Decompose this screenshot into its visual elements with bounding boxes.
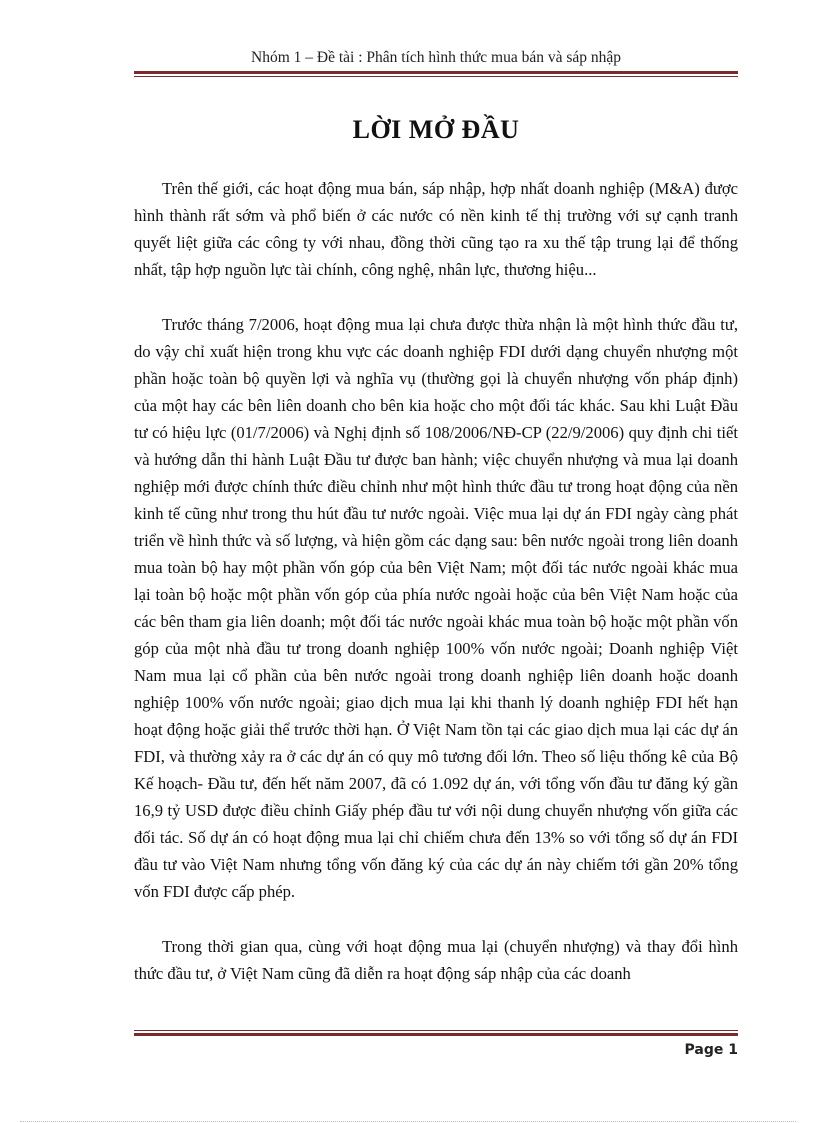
page-title: LỜI MỞ ĐẦU [352, 115, 520, 144]
running-header: Nhóm 1 – Đề tài : Phân tích hình thức mua bán và sáp nhập [251, 49, 621, 66]
page-edge-divider [20, 1121, 796, 1122]
footer-rule-thin [134, 1030, 738, 1031]
paragraph: Trên thế giới, các hoạt động mua bán, sáp nhập, hợp nhất doanh nghiệp (M&A) được hình thành rất sớm và phổ biến ở các nước có nền kinh tế thị trường với sự cạnh tranh quyết liệt giữa các công ty với nhau, đồng thời cũng tạo ra xu thế tập trung lại để thống nhất, tập hợp nguồn lực tài chính, công nghệ, nhân lực, thương hiệu... [134, 179, 738, 279]
footer-rule [134, 1033, 738, 1036]
paragraph: Trong thời gian qua, cùng với hoạt động mua lại (chuyển nhượng) và thay đổi hình thức đầu tư, ở Việt Nam cũng đã diễn ra hoạt động sáp nhập của các doanh [134, 937, 738, 983]
header-rule-thin [134, 76, 738, 77]
document-body [134, 175, 738, 1015]
header-rule [134, 71, 738, 74]
page-number: Page 1 [684, 1042, 738, 1058]
paragraph: Trước tháng 7/2006, hoạt động mua lại chưa được thừa nhận là một hình thức đầu tư, do vậy chỉ xuất hiện trong khu vực các doanh nghiệp FDI dưới dạng chuyển nhượng một phần hoặc toàn bộ quyền lợi và nghĩa vụ (thường gọi là chuyển nhượng vốn pháp định) của một hay các bên liên doanh cho bên kia hoặc cho một đối tác khác. Sau khi Luật Đầu tư có hiệu lực (01/7/2006) và Nghị định số 108/2006/NĐ-CP (22/9/2006) quy định chi tiết và hướng dẫn thi hành Luật Đầu tư được ban hành; việc chuyển nhượng và mua lại doanh nghiệp mới được chính thức điều chỉnh như một hình thức đầu tư trong hoạt động của nền kinh tế cũng như trong thu hút đầu tư nước ngoài. Việc mua lại dự án FDI ngày càng phát triển về hình thức và số lượng, và hiện gồm các dạng sau: bên nước ngoài trong liên doanh mua toàn bộ hay một phần vốn góp của bên Việt Nam; một đối tác nước ngoài khác mua lại toàn bộ hoặc một phần vốn góp của phía nước ngoài hoặc của bên Việt Nam hoặc của các bên tham gia liên doanh; một đối tác nước ngoài khác mua toàn bộ hoặc một phần vốn góp của một nhà đầu tư trong doanh nghiệp 100% vốn nước ngoài; Doanh nghiệp Việt Nam mua lại cổ phần của bên nước ngoài trong doanh nghiệp liên doanh hoặc doanh nghiệp 100% vốn nước ngoài; giao dịch mua lại khi thanh lý doanh nghiệp FDI hết hạn hoạt động hoặc giải thể trước thời hạn. Ở Việt Nam tồn tại các giao dịch mua lại các dự án FDI, và thường xảy ra ở các dự án có quy mô tương đối lớn. Theo số liệu thống kê của Bộ Kế hoạch- Đầu tư, đến hết năm 2007, đã có 1.092 dự án, với tổng vốn đầu tư đăng ký gần 16,9 tỷ USD được điều chỉnh Giấy phép đầu tư với nội dung chuyển nhượng vốn giữa các đối tác. Số dự án có hoạt động mua lại chỉ chiếm chưa đến 13% so với tổng số dự án FDI đầu tư vào Việt Nam nhưng tổng vốn đăng ký của các dự án này chiếm tới gần 20% tổng vốn FDI được cấp phép. [134, 315, 738, 901]
